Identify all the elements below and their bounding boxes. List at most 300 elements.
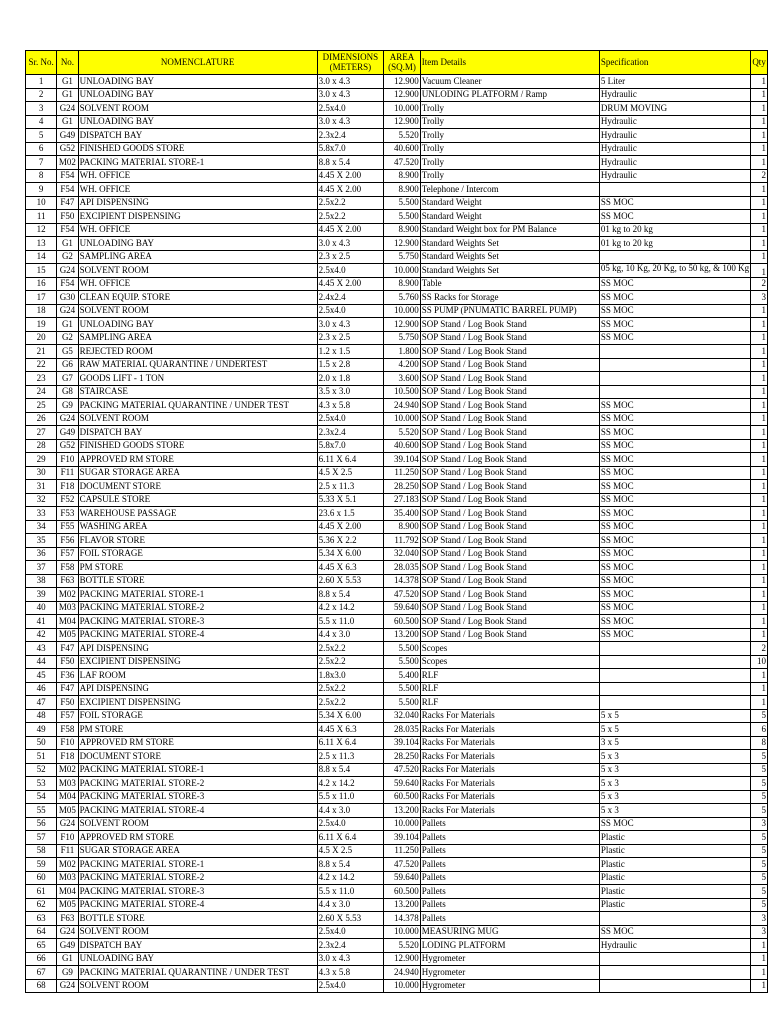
cell-specification	[599, 642, 750, 656]
table-row	[26, 669, 768, 683]
cell-qty: 5	[751, 777, 768, 791]
cell-area: 39.104	[384, 453, 421, 467]
cell-area: 28.250	[384, 750, 421, 764]
cell-nomenclature: WH. OFFICE	[78, 183, 317, 197]
cell-nomenclature: WH. OFFICE	[78, 277, 317, 291]
cell-nomenclature: UNLOADING BAY	[78, 952, 317, 966]
cell-item-details: Hygrometer	[420, 979, 599, 993]
cell-item-details: SOP Stand / Log Book Stand	[420, 547, 599, 561]
cell-qty: 1	[751, 682, 768, 696]
cell-item-details: Trolly	[420, 169, 599, 183]
table-row	[26, 790, 768, 804]
cell-area: 5.750	[384, 250, 421, 264]
cell-area: 59.640	[384, 777, 421, 791]
cell-nomenclature: CAPSULE STORE	[78, 493, 317, 507]
table-row	[26, 952, 768, 966]
cell-area: 24.940	[384, 966, 421, 980]
cell-qty: 1	[751, 75, 768, 89]
table-row	[26, 520, 768, 534]
table-row	[26, 858, 768, 872]
cell-specification: Hydraulic	[599, 129, 750, 143]
cell-specification: 5 x 3	[599, 804, 750, 818]
cell-room-no: G1	[57, 75, 78, 89]
cell-dimensions: 5.8x7.0	[317, 439, 384, 453]
cell-room-no: F54	[57, 223, 78, 237]
cell-sr-no: 53	[26, 777, 57, 791]
cell-specification: Hydraulic	[599, 142, 750, 156]
cell-qty: 5	[751, 804, 768, 818]
cell-sr-no: 67	[26, 966, 57, 980]
cell-specification: SS MOC	[599, 196, 750, 210]
cell-qty: 5	[751, 858, 768, 872]
cell-specification: SS MOC	[599, 331, 750, 345]
cell-qty: 1	[751, 385, 768, 399]
cell-dimensions: 2.5 x 11.3	[317, 750, 384, 764]
cell-area: 12.900	[384, 237, 421, 251]
cell-item-details: SOP Stand / Log Book Stand	[420, 399, 599, 413]
cell-specification: 5 x 3	[599, 750, 750, 764]
table-row	[26, 102, 768, 116]
table-row	[26, 925, 768, 939]
cell-dimensions: 6.11 X 6.4	[317, 831, 384, 845]
cell-area: 5.760	[384, 291, 421, 305]
cell-nomenclature: BOTTLE STORE	[78, 574, 317, 588]
cell-sr-no: 39	[26, 588, 57, 602]
cell-item-details: SOP Stand / Log Book Stand	[420, 453, 599, 467]
cell-dimensions: 2.5x4.0	[317, 264, 384, 278]
cell-dimensions: 2.60 X 5.53	[317, 574, 384, 588]
table-row	[26, 318, 768, 332]
cell-sr-no: 44	[26, 655, 57, 669]
cell-room-no: G1	[57, 88, 78, 102]
cell-dimensions: 2.3x2.4	[317, 939, 384, 953]
cell-room-no: G6	[57, 358, 78, 372]
cell-room-no: G2	[57, 250, 78, 264]
cell-dimensions: 3.0 x 4.3	[317, 952, 384, 966]
cell-area: 11.792	[384, 534, 421, 548]
cell-specification	[599, 372, 750, 386]
cell-specification: SS MOC	[599, 480, 750, 494]
table-row	[26, 466, 768, 480]
cell-specification: SS MOC	[599, 210, 750, 224]
cell-nomenclature: PACKING MATERIAL STORE-3	[78, 615, 317, 629]
cell-area: 5.500	[384, 682, 421, 696]
cell-area: 28.035	[384, 723, 421, 737]
cell-room-no: G52	[57, 142, 78, 156]
cell-specification	[599, 250, 750, 264]
cell-sr-no: 46	[26, 682, 57, 696]
cell-item-details: SOP Stand / Log Book Stand	[420, 615, 599, 629]
cell-dimensions: 4.45 X 6.3	[317, 561, 384, 575]
table-row	[26, 628, 768, 642]
cell-qty: 1	[751, 115, 768, 129]
cell-qty: 1	[751, 493, 768, 507]
cell-sr-no: 65	[26, 939, 57, 953]
cell-dimensions: 3.0 x 4.3	[317, 237, 384, 251]
cell-area: 59.640	[384, 601, 421, 615]
table-row	[26, 183, 768, 197]
header-qty: Qty	[751, 51, 768, 75]
cell-sr-no: 18	[26, 304, 57, 318]
cell-qty: 1	[751, 183, 768, 197]
cell-item-details: SOP Stand / Log Book Stand	[420, 520, 599, 534]
cell-qty: 1	[751, 318, 768, 332]
cell-dimensions: 2.4x2.4	[317, 291, 384, 305]
cell-area: 11.250	[384, 844, 421, 858]
cell-dimensions: 5.36 X 2.2	[317, 534, 384, 548]
table-row	[26, 844, 768, 858]
table-row	[26, 75, 768, 89]
cell-sr-no: 47	[26, 696, 57, 710]
cell-sr-no: 17	[26, 291, 57, 305]
cell-sr-no: 21	[26, 345, 57, 359]
table-row	[26, 979, 768, 993]
cell-qty: 3	[751, 925, 768, 939]
cell-qty: 1	[751, 237, 768, 251]
cell-specification	[599, 385, 750, 399]
cell-qty: 1	[751, 88, 768, 102]
cell-nomenclature: PM STORE	[78, 561, 317, 575]
cell-area: 5.400	[384, 669, 421, 683]
cell-qty: 1	[751, 129, 768, 143]
cell-sr-no: 30	[26, 466, 57, 480]
cell-qty: 3	[751, 912, 768, 926]
cell-specification	[599, 655, 750, 669]
cell-room-no: G24	[57, 264, 78, 278]
cell-sr-no: 48	[26, 709, 57, 723]
cell-dimensions: 6.11 X 6.4	[317, 736, 384, 750]
cell-specification	[599, 952, 750, 966]
cell-sr-no: 68	[26, 979, 57, 993]
cell-sr-no: 59	[26, 858, 57, 872]
cell-item-details: Scopes	[420, 642, 599, 656]
cell-sr-no: 7	[26, 156, 57, 170]
cell-sr-no: 10	[26, 196, 57, 210]
cell-area: 8.900	[384, 223, 421, 237]
cell-nomenclature: DISPATCH BAY	[78, 426, 317, 440]
cell-specification: Plastic	[599, 885, 750, 899]
cell-room-no: F50	[57, 210, 78, 224]
cell-qty: 5	[751, 790, 768, 804]
cell-area: 10.000	[384, 304, 421, 318]
cell-area: 47.520	[384, 763, 421, 777]
cell-item-details: SOP Stand / Log Book Stand	[420, 345, 599, 359]
cell-qty: 1	[751, 196, 768, 210]
cell-nomenclature: UNLOADING BAY	[78, 237, 317, 251]
cell-item-details: Vacuum Cleaner	[420, 75, 599, 89]
cell-nomenclature: RAW MATERIAL QUARANTINE / UNDERTEST	[78, 358, 317, 372]
cell-room-no: F10	[57, 453, 78, 467]
cell-specification: SS MOC	[599, 304, 750, 318]
cell-nomenclature: FINISHED GOODS STORE	[78, 142, 317, 156]
cell-specification: SS MOC	[599, 561, 750, 575]
cell-dimensions: 2.3x2.4	[317, 129, 384, 143]
cell-area: 8.900	[384, 520, 421, 534]
cell-item-details: Trolly	[420, 129, 599, 143]
cell-item-details: SS PUMP (PNUMATIC BARREL PUMP)	[420, 304, 599, 318]
cell-sr-no: 42	[26, 628, 57, 642]
table-row	[26, 345, 768, 359]
cell-sr-no: 3	[26, 102, 57, 116]
cell-qty: 1	[751, 561, 768, 575]
cell-sr-no: 34	[26, 520, 57, 534]
table-row	[26, 682, 768, 696]
cell-specification: 01 kg to 20 kg	[599, 237, 750, 251]
cell-room-no: M03	[57, 601, 78, 615]
cell-nomenclature: PACKING MATERIAL STORE-1	[78, 763, 317, 777]
cell-dimensions: 2.5x4.0	[317, 102, 384, 116]
table-row	[26, 615, 768, 629]
cell-dimensions: 5.5 x 11.0	[317, 615, 384, 629]
cell-area: 12.900	[384, 88, 421, 102]
cell-sr-no: 19	[26, 318, 57, 332]
cell-room-no: F18	[57, 750, 78, 764]
cell-qty: 2	[751, 169, 768, 183]
table-row	[26, 372, 768, 386]
cell-item-details: Hygrometer	[420, 966, 599, 980]
cell-dimensions: 1.5 x 2.8	[317, 358, 384, 372]
cell-item-details: SOP Stand / Log Book Stand	[420, 574, 599, 588]
cell-dimensions: 8.8 x 5.4	[317, 858, 384, 872]
cell-room-no: G5	[57, 345, 78, 359]
cell-specification: SS MOC	[599, 439, 750, 453]
cell-qty: 1	[751, 453, 768, 467]
cell-specification: SS MOC	[599, 534, 750, 548]
cell-specification: SS MOC	[599, 574, 750, 588]
cell-dimensions: 4.2 x 14.2	[317, 871, 384, 885]
cell-specification: SS MOC	[599, 817, 750, 831]
cell-sr-no: 63	[26, 912, 57, 926]
table-row	[26, 210, 768, 224]
cell-room-no: F10	[57, 736, 78, 750]
cell-nomenclature: STAIRCASE	[78, 385, 317, 399]
cell-nomenclature: API DISPENSING	[78, 682, 317, 696]
cell-area: 60.500	[384, 615, 421, 629]
cell-specification	[599, 345, 750, 359]
cell-dimensions: 8.8 x 5.4	[317, 763, 384, 777]
table-row	[26, 291, 768, 305]
cell-area: 5.500	[384, 696, 421, 710]
cell-qty: 1	[751, 952, 768, 966]
cell-specification: Plastic	[599, 858, 750, 872]
cell-area: 47.520	[384, 588, 421, 602]
cell-dimensions: 2.3x2.4	[317, 426, 384, 440]
cell-specification: SS MOC	[599, 547, 750, 561]
cell-sr-no: 50	[26, 736, 57, 750]
cell-sr-no: 35	[26, 534, 57, 548]
cell-specification: 3 x 5	[599, 736, 750, 750]
header-specification: Specification	[599, 51, 750, 75]
cell-nomenclature: PACKING MATERIAL STORE-2	[78, 871, 317, 885]
cell-dimensions: 8.8 x 5.4	[317, 588, 384, 602]
table-row	[26, 223, 768, 237]
cell-room-no: F54	[57, 169, 78, 183]
cell-qty: 10	[751, 655, 768, 669]
cell-dimensions: 4.3 x 5.8	[317, 966, 384, 980]
cell-specification: SS MOC	[599, 588, 750, 602]
cell-room-no: M04	[57, 615, 78, 629]
cell-sr-no: 51	[26, 750, 57, 764]
cell-room-no: M02	[57, 156, 78, 170]
cell-area: 1.800	[384, 345, 421, 359]
cell-room-no: F36	[57, 669, 78, 683]
cell-item-details: SOP Stand / Log Book Stand	[420, 426, 599, 440]
cell-room-no: F47	[57, 196, 78, 210]
header-area: AREA (SQ.M)	[384, 51, 421, 75]
cell-area: 60.500	[384, 885, 421, 899]
cell-qty: 3	[751, 817, 768, 831]
cell-room-no: F47	[57, 682, 78, 696]
cell-room-no: F57	[57, 709, 78, 723]
cell-room-no: M02	[57, 763, 78, 777]
table-row	[26, 507, 768, 521]
cell-room-no: F52	[57, 493, 78, 507]
cell-nomenclature: SOLVENT ROOM	[78, 817, 317, 831]
cell-area: 35.400	[384, 507, 421, 521]
cell-qty: 1	[751, 304, 768, 318]
cell-nomenclature: PACKING MATERIAL STORE-4	[78, 628, 317, 642]
cell-area: 40.600	[384, 439, 421, 453]
cell-area: 12.900	[384, 115, 421, 129]
table-row	[26, 696, 768, 710]
cell-item-details: SS Racks for Storage	[420, 291, 599, 305]
cell-dimensions: 2.60 X 5.53	[317, 912, 384, 926]
cell-dimensions: 3.0 x 4.3	[317, 75, 384, 89]
cell-specification: DRUM MOVING	[599, 102, 750, 116]
cell-sr-no: 57	[26, 831, 57, 845]
cell-room-no: M04	[57, 790, 78, 804]
cell-room-no: M04	[57, 885, 78, 899]
table-row	[26, 129, 768, 143]
cell-area: 10.500	[384, 385, 421, 399]
table-body	[26, 75, 768, 993]
cell-sr-no: 23	[26, 372, 57, 386]
cell-dimensions: 2.5x2.2	[317, 196, 384, 210]
cell-dimensions: 6.11 X 6.4	[317, 453, 384, 467]
cell-nomenclature: WASHING AREA	[78, 520, 317, 534]
cell-item-details: RLF	[420, 696, 599, 710]
cell-dimensions: 2.5x4.0	[317, 979, 384, 993]
cell-item-details: SOP Stand / Log Book Stand	[420, 534, 599, 548]
cell-area: 8.900	[384, 169, 421, 183]
cell-qty: 1	[751, 142, 768, 156]
cell-sr-no: 22	[26, 358, 57, 372]
cell-room-no: G1	[57, 237, 78, 251]
cell-sr-no: 54	[26, 790, 57, 804]
table-row	[26, 588, 768, 602]
cell-qty: 1	[751, 574, 768, 588]
table-row	[26, 534, 768, 548]
cell-item-details: Standard Weight box for PM Balance	[420, 223, 599, 237]
cell-room-no: G1	[57, 952, 78, 966]
cell-sr-no: 26	[26, 412, 57, 426]
cell-qty: 5	[751, 898, 768, 912]
cell-sr-no: 49	[26, 723, 57, 737]
cell-sr-no: 58	[26, 844, 57, 858]
cell-area: 5.520	[384, 426, 421, 440]
cell-area: 8.900	[384, 277, 421, 291]
cell-specification: Hydraulic	[599, 115, 750, 129]
table-row	[26, 574, 768, 588]
cell-nomenclature: SAMPLING AREA	[78, 250, 317, 264]
cell-area: 5.500	[384, 210, 421, 224]
cell-item-details: RLF	[420, 682, 599, 696]
cell-area: 4.200	[384, 358, 421, 372]
cell-specification: Hydraulic	[599, 939, 750, 953]
cell-qty: 1	[751, 534, 768, 548]
cell-dimensions: 2.5x2.2	[317, 696, 384, 710]
table-row	[26, 601, 768, 615]
cell-nomenclature: PACKING MATERIAL QUARANTINE / UNDER TEST	[78, 966, 317, 980]
cell-specification: SS MOC	[599, 520, 750, 534]
cell-room-no: F58	[57, 561, 78, 575]
cell-nomenclature: LAF ROOM	[78, 669, 317, 683]
cell-area: 10.000	[384, 817, 421, 831]
cell-nomenclature: PACKING MATERIAL STORE-2	[78, 601, 317, 615]
cell-nomenclature: WH. OFFICE	[78, 223, 317, 237]
cell-qty: 1	[751, 696, 768, 710]
cell-specification: SS MOC	[599, 615, 750, 629]
cell-area: 10.000	[384, 979, 421, 993]
cell-specification: SS MOC	[599, 507, 750, 521]
cell-sr-no: 14	[26, 250, 57, 264]
cell-specification: SS MOC	[599, 291, 750, 305]
cell-dimensions: 4.45 X 6.3	[317, 723, 384, 737]
cell-item-details: Pallets	[420, 831, 599, 845]
cell-area: 5.500	[384, 655, 421, 669]
cell-sr-no: 8	[26, 169, 57, 183]
cell-sr-no: 6	[26, 142, 57, 156]
cell-sr-no: 45	[26, 669, 57, 683]
table-row	[26, 358, 768, 372]
cell-nomenclature: WAREHOUSE PASSAGE	[78, 507, 317, 521]
cell-nomenclature: API DISPENSING	[78, 642, 317, 656]
cell-qty: 1	[751, 520, 768, 534]
cell-sr-no: 31	[26, 480, 57, 494]
cell-room-no: F58	[57, 723, 78, 737]
cell-specification: Plastic	[599, 844, 750, 858]
cell-item-details: Racks For Materials	[420, 790, 599, 804]
cell-qty: 2	[751, 277, 768, 291]
cell-qty: 1	[751, 507, 768, 521]
cell-specification: Hydraulic	[599, 156, 750, 170]
cell-dimensions: 2.5x4.0	[317, 817, 384, 831]
cell-sr-no: 41	[26, 615, 57, 629]
cell-sr-no: 11	[26, 210, 57, 224]
cell-qty: 1	[751, 102, 768, 116]
cell-room-no: G2	[57, 331, 78, 345]
cell-dimensions: 3.0 x 4.3	[317, 88, 384, 102]
cell-dimensions: 4.5 X 2.5	[317, 844, 384, 858]
cell-qty: 1	[751, 331, 768, 345]
cell-dimensions: 4.4 x 3.0	[317, 898, 384, 912]
cell-specification	[599, 682, 750, 696]
cell-nomenclature: EXCIPIENT DISPENSING	[78, 210, 317, 224]
cell-item-details: Telephone / Intercom	[420, 183, 599, 197]
cell-nomenclature: SOLVENT ROOM	[78, 264, 317, 278]
table-row	[26, 966, 768, 980]
cell-area: 12.900	[384, 952, 421, 966]
cell-sr-no: 4	[26, 115, 57, 129]
cell-dimensions: 5.34 X 6.00	[317, 709, 384, 723]
cell-nomenclature: APPROVED RM STORE	[78, 453, 317, 467]
cell-dimensions: 3.5 x 3.0	[317, 385, 384, 399]
header-item-details: Item Details	[420, 51, 599, 75]
cell-dimensions: 4.45 X 2.00	[317, 277, 384, 291]
cell-area: 10.000	[384, 102, 421, 116]
table-row	[26, 426, 768, 440]
cell-nomenclature: FLAVOR STORE	[78, 534, 317, 548]
